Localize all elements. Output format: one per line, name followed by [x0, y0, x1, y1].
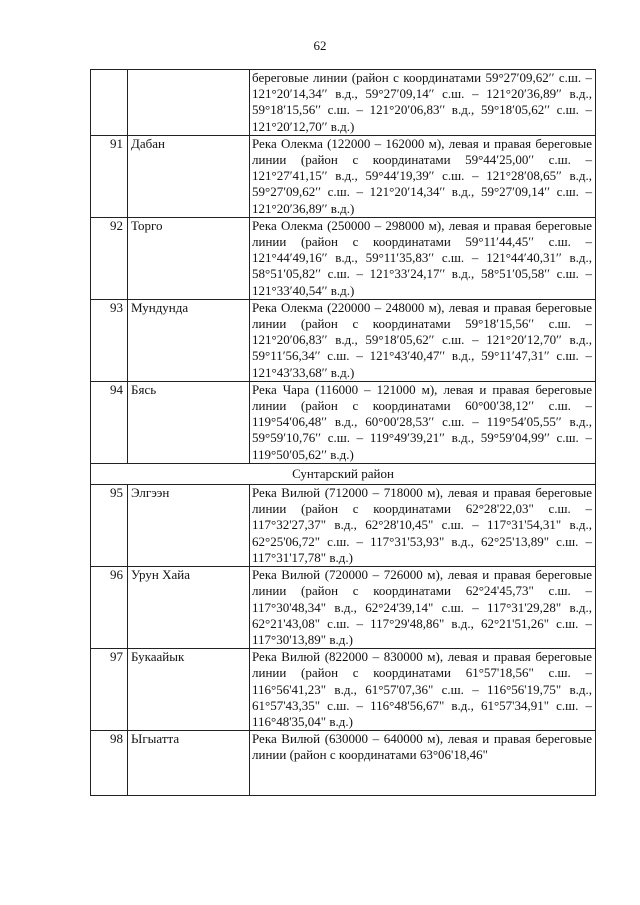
- fishing-areas-table: [90, 69, 596, 796]
- area-description: Река Олекма (122000 – 162000 м), левая и правая береговые линии (район с координатами 59°44′25,00′′ с.ш. – 121°27′41,15′′ в.д., 59°44′19,39′′ с.ш. – 121°28′08,65′′ в.д., 59°27′09,62′′ с.ш. – 121°20′14,34′′ в.д., 59°27′09,14′′ с.ш. – 121°20′36,89′′ в.д.): [250, 135, 596, 217]
- area-name: Торго: [128, 217, 250, 299]
- area-name: [128, 70, 250, 136]
- table-row: [91, 217, 596, 299]
- table-body: [91, 70, 596, 796]
- table-row: [91, 649, 596, 731]
- row-number: 97: [91, 649, 128, 731]
- row-number: 98: [91, 731, 128, 796]
- area-name: Мундунда: [128, 299, 250, 381]
- row-number: 91: [91, 135, 128, 217]
- area-name: Дабан: [128, 135, 250, 217]
- area-description: береговые линии (район с координатами 59°27′09,62′′ с.ш. – 121°20′14,34′′ в.д., 59°27′09,14′′ с.ш. – 121°20′36,89′′ в.д., 59°18′15,56′′ с.ш. – 121°20′06,83′′ в.д., 59°18′05,62′′ с.ш. – 121°20′12,70′′ в.д.): [250, 70, 596, 136]
- area-name: Ыгыатта: [128, 731, 250, 796]
- area-name: Букаайык: [128, 649, 250, 731]
- row-number: 96: [91, 567, 128, 649]
- area-description: Река Олекма (250000 – 298000 м), левая и правая береговые линии (район с координатами 59°11′44,45′′ с.ш. – 121°44′49,16′′ в.д., 59°11′35,83′′ с.ш. – 121°44′40,31′′ в.д., 58°51′05,82′′ с.ш. – 121°33′24,17′′ в.д., 58°51′05,58′′ с.ш. – 121°33′40,54′′ в.д.): [250, 217, 596, 299]
- area-name: Бясь: [128, 381, 250, 463]
- district-row: [91, 463, 596, 484]
- area-description: Река Чара (116000 – 121000 м), левая и правая береговые линии (район с координатами 60°00′38,12′′ с.ш. – 119°54′06,48′′ в.д., 60°00′28,53′′ с.ш. – 119°54′05,55′′ в.д., 59°59′10,76′′ с.ш. – 119°49′39,21′′ в.д., 59°59′04,99′′ с.ш. – 119°50′05,62′′ в.д.): [250, 381, 596, 463]
- table-row: [91, 299, 596, 381]
- page-number: 62: [313, 38, 327, 53]
- row-number: [91, 70, 128, 136]
- row-number: 92: [91, 217, 128, 299]
- district-heading: Сунтарский район: [91, 463, 596, 484]
- table-row: [91, 70, 596, 136]
- row-number: 94: [91, 381, 128, 463]
- area-name: Элгээн: [128, 485, 250, 567]
- table-row: [91, 731, 596, 796]
- area-description: Река Вилюй (720000 – 726000 м), левая и правая береговые линии (район с координатами 62°24'45,73" с.ш. – 117°30'48,34" в.д., 62°24'39,14" с.ш. – 117°31'29,28" в.д., 62°21'43,08" с.ш. – 117°29'48,86" в.д., 62°21'51,26" с.ш. – 117°30'13,89" в.д.): [250, 567, 596, 649]
- area-description: Река Вилюй (712000 – 718000 м), левая и правая береговые линии (район с координатами 62°28'22,03" с.ш. – 117°32'27,37" в.д., 62°28'10,45" с.ш. – 117°31'54,31" в.д., 62°25'06,72" с.ш. – 117°31'53,93" в.д., 62°25'13,89" с.ш. – 117°31'17,78" в.д.): [250, 485, 596, 567]
- row-number: 93: [91, 299, 128, 381]
- table-row: [91, 567, 596, 649]
- table-row: [91, 485, 596, 567]
- area-name: Урун Хайа: [128, 567, 250, 649]
- area-description: Река Вилюй (630000 – 640000 м), левая и правая береговые линии (район с координатами 63°06'18,46": [250, 731, 596, 796]
- table-row: [91, 135, 596, 217]
- table-row: [91, 381, 596, 463]
- area-description: Река Олекма (220000 – 248000 м), левая и правая береговые линии (район с координатами 59°18′15,56′′ с.ш. – 121°20′06,83′′ в.д., 59°18′05,62′′ с.ш. – 121°20′12,70′′ в.д., 59°11′56,34′′ с.ш. – 121°43′40,47′′ в.д., 59°11′47,31′′ с.ш. – 121°43′33,68′′ в.д.): [250, 299, 596, 381]
- row-number: 95: [91, 485, 128, 567]
- area-description: Река Вилюй (822000 – 830000 м), левая и правая береговые линии (район с координатами 61°57'18,56" с.ш. – 116°56'41,23" в.д., 61°57'07,36" с.ш. – 116°56'19,75" в.д., 61°57'43,35" с.ш. – 116°48'56,67" в.д., 61°57'34,91" с.ш. – 116°48'35,04" в.д.): [250, 649, 596, 731]
